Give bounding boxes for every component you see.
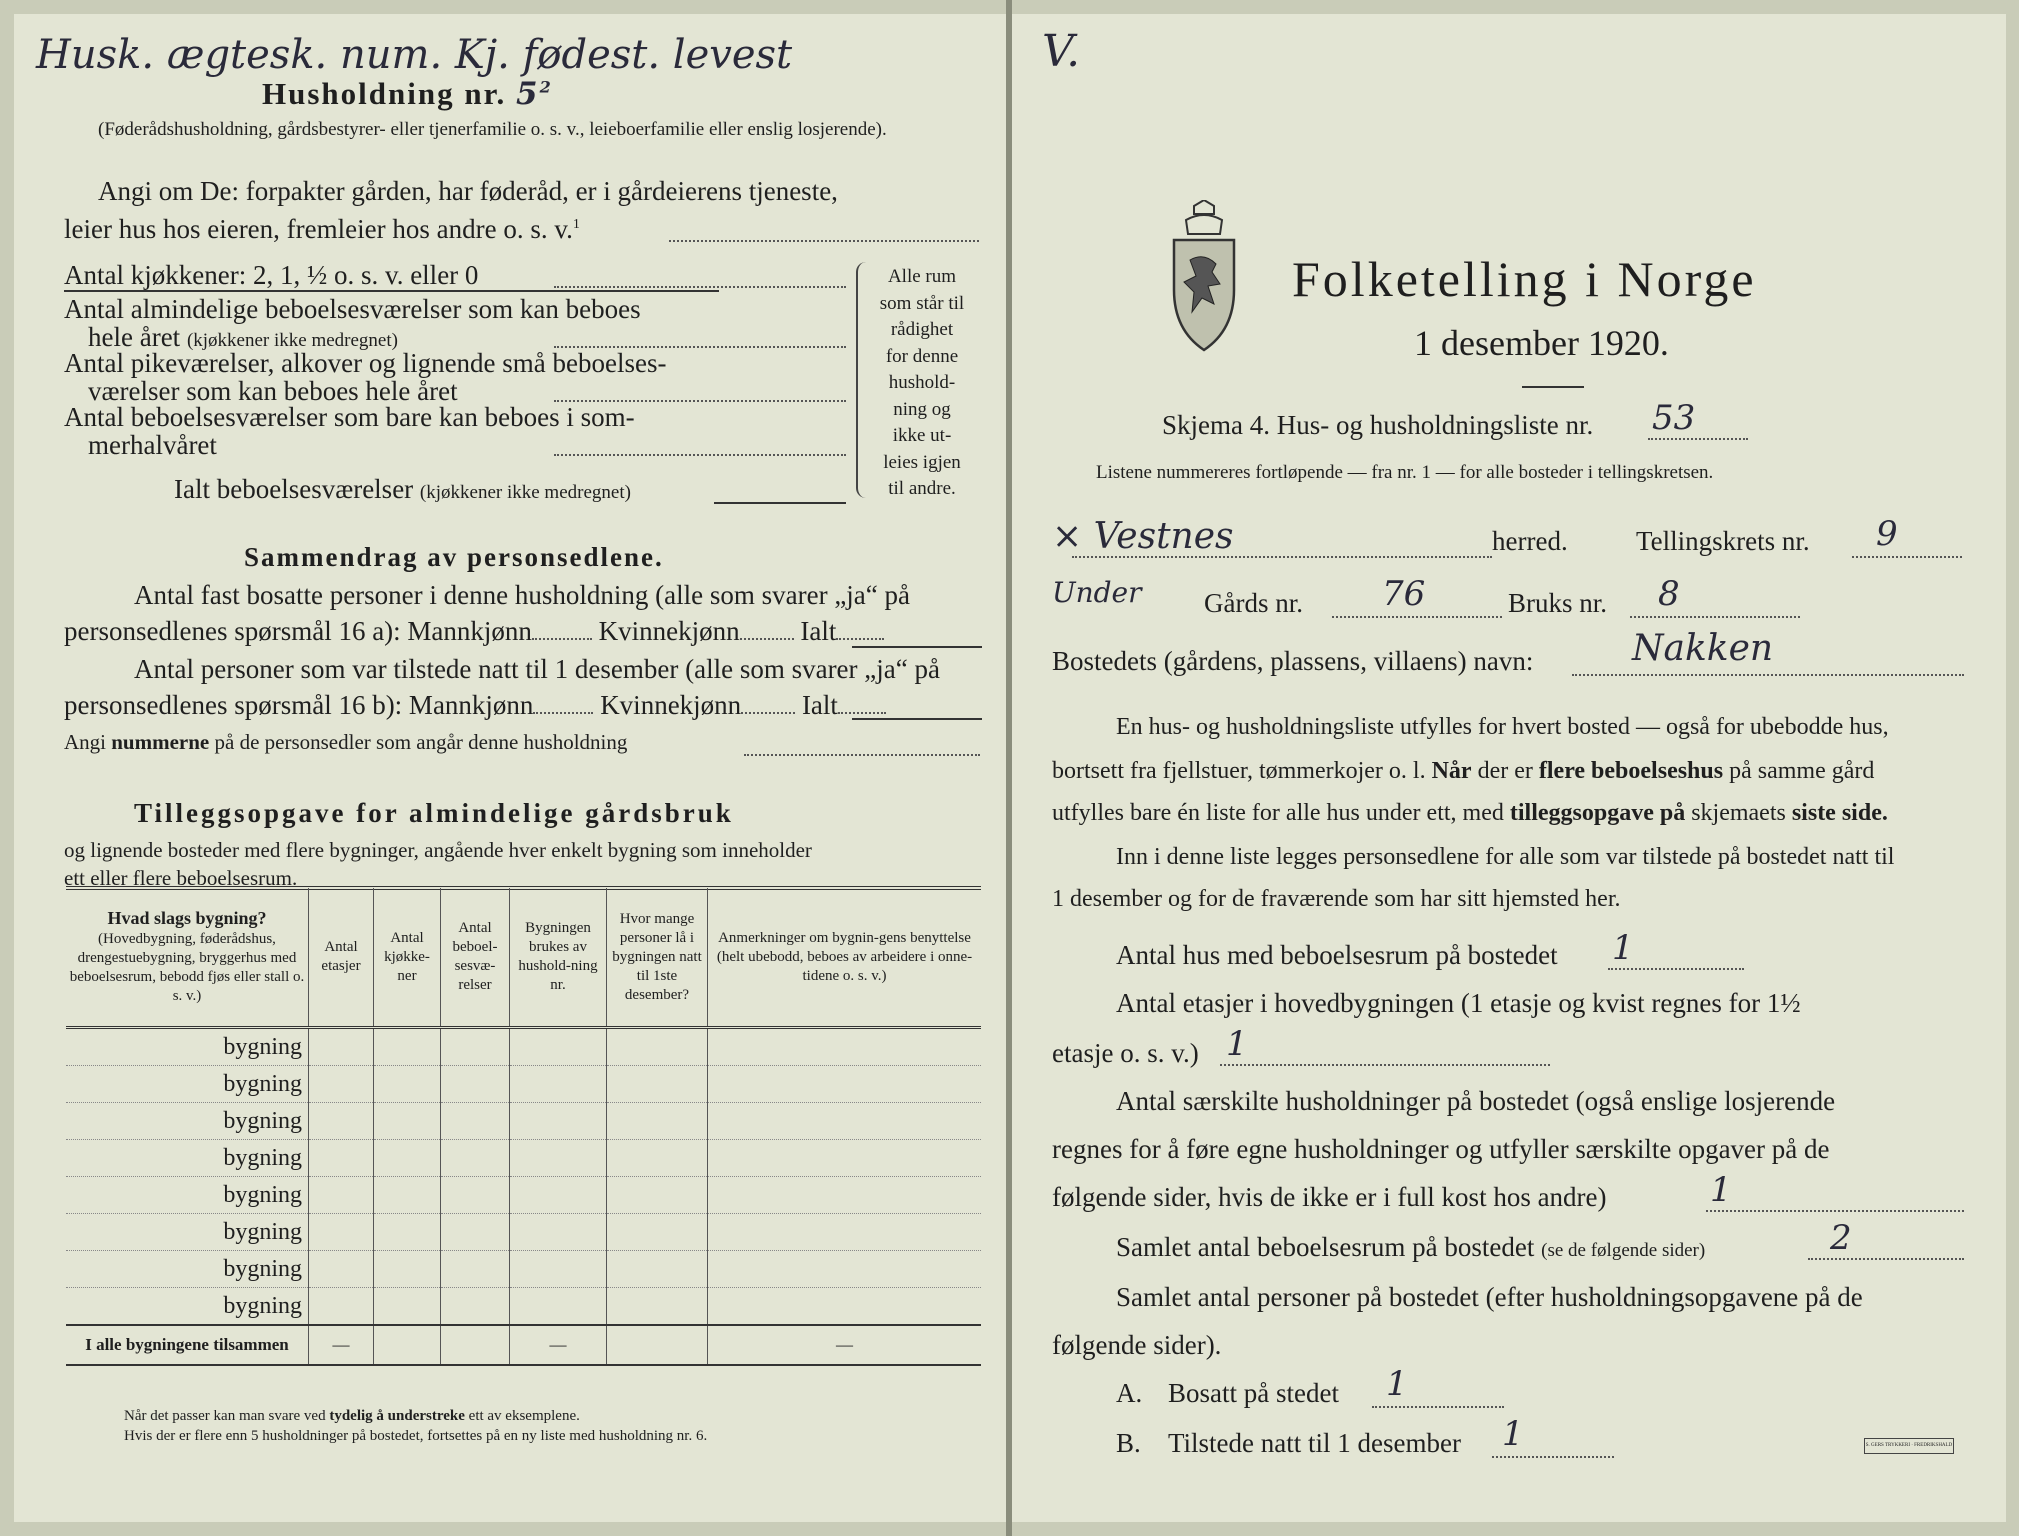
- instruction-2: bortsett fra fjellstuer, tømmerkojer o. l. Når der er flere beboelseshus på samme gård: [1052, 758, 1875, 784]
- table-cell[interactable]: [708, 1066, 982, 1103]
- table-cell[interactable]: [441, 1028, 510, 1066]
- col-beboelsesvaerelser: Antal beboel-sesvæ-relser: [441, 888, 510, 1028]
- tillegg-line-1: og lignende bosteder med flere bygninger, angående hver enkelt bygning som inneholder: [64, 838, 812, 862]
- table-cell[interactable]: [374, 1028, 441, 1066]
- tilstede-total-line[interactable]: [852, 718, 982, 720]
- instruction-5: 1 desember og for de fraværende som har sitt hjemsted her.: [1052, 886, 1621, 912]
- table-cell[interactable]: [708, 1103, 982, 1140]
- table-cell[interactable]: [607, 1103, 708, 1140]
- b-answer[interactable]: 1: [1502, 1414, 1524, 1454]
- table-cell[interactable]: [607, 1028, 708, 1066]
- table-cell[interactable]: [374, 1140, 441, 1177]
- q-beboelsesrum-line: [1808, 1258, 1964, 1260]
- table-cell[interactable]: [441, 1177, 510, 1214]
- col-personer: Hvor mange personer lå i bygningen natt til 1ste desember?: [607, 888, 708, 1028]
- under-note: Under: [1052, 576, 1142, 609]
- summary-title: Sammendrag av personsedlene.: [244, 542, 664, 572]
- table-cell[interactable]: [510, 1177, 607, 1214]
- brace: [856, 262, 866, 498]
- side-note-line: hushold-: [888, 372, 956, 393]
- q-etasjer-1: Antal etasjer i hovedbygningen (1 etasje og kvist regnes for 1½: [1116, 988, 1801, 1018]
- building-type-cell[interactable]: [66, 1103, 309, 1140]
- ialt-label: Ialt beboelsesværelser (kjøkkener ikke medregnet): [174, 474, 631, 504]
- herred-line: [1072, 556, 1492, 558]
- table-cell[interactable]: [374, 1288, 441, 1326]
- bruks-label: Bruks nr.: [1508, 588, 1608, 618]
- q-hus: Antal hus med beboelsesrum på bostedet: [1116, 940, 1558, 970]
- q-husholdninger-1: Antal særskilte husholdninger på bostedet (også enslige losjerende: [1116, 1086, 1836, 1116]
- gards-label: Gårds nr.: [1204, 588, 1303, 618]
- tellingskrets-line: [1852, 556, 1962, 558]
- side-note-line: Alle rum: [887, 266, 957, 287]
- table-cell[interactable]: [510, 1103, 607, 1140]
- side-note-line: som står til: [879, 292, 965, 314]
- total-cell[interactable]: [441, 1325, 510, 1365]
- bruks-number[interactable]: 8: [1658, 574, 1680, 614]
- q-hus-answer[interactable]: 1: [1612, 928, 1634, 968]
- table-cell[interactable]: [441, 1288, 510, 1326]
- main-title: Folketelling i Norge: [1292, 251, 1757, 307]
- building-type-cell[interactable]: [66, 1066, 309, 1103]
- row-label: bygning: [223, 1033, 302, 1060]
- building-type-cell[interactable]: [66, 1214, 309, 1251]
- side-note-line: rådighet: [890, 319, 954, 340]
- coat-of-arms-icon: [1168, 200, 1240, 364]
- row-label: bygning: [223, 1144, 302, 1171]
- side-note-line: leies igjen: [883, 451, 961, 473]
- angi-nummer-answer[interactable]: [744, 754, 980, 756]
- alm-line-2: hele året (kjøkkener ikke medregnet): [88, 322, 398, 352]
- tillegg-line-2: ett eller flere beboelsesrum.: [64, 866, 298, 890]
- title-divider: [1522, 386, 1584, 388]
- skjema-label: Skjema 4. Hus- og husholdningsliste nr.: [1162, 410, 1594, 440]
- building-type-cell[interactable]: [66, 1140, 309, 1177]
- table-cell[interactable]: [441, 1140, 510, 1177]
- divider: [64, 290, 719, 292]
- table-cell[interactable]: [607, 1251, 708, 1288]
- table-total-row: [66, 1325, 981, 1365]
- col-husholdning-nr: Bygningen brukes av hushold-ning nr.: [510, 888, 607, 1028]
- household-subtitle: (Føderådshusholdning, gårdsbestyrer- eller tjenerfamilie o. s. v., leieboerfamilie eller enslig losjerende).: [98, 119, 887, 140]
- row-label: bygning: [223, 1181, 302, 1208]
- tellingskrets-label: Tellingskrets nr.: [1636, 526, 1810, 556]
- table-cell[interactable]: [441, 1066, 510, 1103]
- table-cell[interactable]: [309, 1028, 374, 1066]
- table-cell[interactable]: [510, 1028, 607, 1066]
- building-type-cell[interactable]: [66, 1288, 309, 1326]
- table-cell[interactable]: [510, 1214, 607, 1251]
- q-etasjer-2: etasje o. s. v.): [1052, 1038, 1199, 1068]
- tilstede-line-1: Antal personer som var tilstede natt til 1 desember (alle som svarer „ja“ på: [134, 654, 940, 684]
- a-line: [1372, 1406, 1504, 1408]
- kjokkener-label: Antal kjøkkener: 2, 1, ½ o. s. v. eller 0: [64, 260, 479, 290]
- listene-note: Listene nummereres fortløpende — fra nr. 1 — for alle bosteder i tellingskretsen.: [1096, 462, 1714, 483]
- bosted-line: [1572, 674, 1964, 676]
- tellingskrets-number[interactable]: 9: [1876, 514, 1898, 554]
- table-cell[interactable]: [708, 1214, 982, 1251]
- building-type-cell[interactable]: [66, 1028, 309, 1066]
- footnote-1: Når det passer kan man svare ved tydelig å understreke ett av eksemplene.: [124, 1408, 580, 1424]
- table-cell[interactable]: [374, 1251, 441, 1288]
- sommer-line-1: Antal beboelsesværelser som bare kan beboes i som-: [64, 402, 635, 432]
- table-row: [66, 1028, 981, 1066]
- instruction-1: En hus- og husholdningsliste utfylles for hvert bosted — også for ubebodde hus,: [1116, 714, 1889, 740]
- row-label: bygning: [223, 1255, 302, 1282]
- pike-line-2: værelser som kan beboes hele året: [88, 376, 458, 406]
- table-cell[interactable]: [441, 1251, 510, 1288]
- table-cell[interactable]: [309, 1066, 374, 1103]
- footnote-2: Hvis der er flere enn 5 husholdninger på bostedet, fortsettes på en ny liste med husholdning nr. 6.: [124, 1428, 708, 1444]
- table-row: [66, 1251, 981, 1288]
- total-cell[interactable]: —: [510, 1325, 607, 1365]
- table-cell[interactable]: [708, 1140, 982, 1177]
- instruction-3: utfylles bare én liste for alle hus under ett, med tilleggsopgave på skjemaets siste side.: [1052, 800, 1888, 826]
- total-cell[interactable]: [607, 1325, 708, 1365]
- row-label: bygning: [223, 1218, 302, 1245]
- row-label: bygning: [223, 1070, 302, 1097]
- table-cell[interactable]: [374, 1066, 441, 1103]
- col-anmerkninger: Anmerkninger om bygnin-gens benyttelse (helt ubebodd, beboes av arbeidere i onne-tidene o. s. v.): [708, 888, 982, 1028]
- total-cell[interactable]: —: [309, 1325, 374, 1365]
- table-cell[interactable]: [309, 1103, 374, 1140]
- b-label: B.: [1116, 1428, 1141, 1458]
- table-row: [66, 1214, 981, 1251]
- kjokkener-answer[interactable]: [554, 286, 846, 288]
- row-label: bygning: [223, 1292, 302, 1319]
- table-cell[interactable]: [708, 1251, 982, 1288]
- side-note: [866, 264, 978, 503]
- alm-line-1: Antal almindelige beboelsesværelser som kan beboes: [64, 294, 641, 324]
- table-cell[interactable]: [607, 1066, 708, 1103]
- total-cell[interactable]: —: [708, 1325, 982, 1365]
- tillegg-title: Tilleggsopgave for almindelige gårdsbruk: [134, 798, 734, 828]
- building-table: [66, 888, 981, 1366]
- sommer-answer[interactable]: [554, 454, 846, 456]
- instruction-4: Inn i denne liste legges personsedlene for alle som var tilstede på bostedet natt til: [1116, 844, 1895, 870]
- table-row: [66, 1288, 981, 1326]
- fast-line-2: personsedlenes spørsmål 16 a): Mannkjønn Kvinnekjønn Ialt: [64, 616, 884, 647]
- household-title: Husholdning nr. $5^2$: [262, 76, 553, 112]
- table-cell[interactable]: [607, 1177, 708, 1214]
- table-cell[interactable]: [510, 1140, 607, 1177]
- q-beboelsesrum-answer[interactable]: 2: [1830, 1218, 1852, 1258]
- sommer-line-2: merhalvåret: [88, 430, 217, 460]
- a-answer[interactable]: 1: [1386, 1364, 1408, 1404]
- table-row: [66, 1177, 981, 1214]
- fast-total-line[interactable]: [852, 646, 982, 648]
- table-cell[interactable]: [708, 1177, 982, 1214]
- angi-answer-line[interactable]: [669, 240, 979, 242]
- gards-line: [1332, 616, 1502, 618]
- table-cell[interactable]: [441, 1214, 510, 1251]
- table-cell[interactable]: [309, 1288, 374, 1326]
- q-husholdninger-answer[interactable]: 1: [1710, 1170, 1732, 1210]
- side-note-line: for denne: [885, 345, 959, 367]
- side-note-line: ikke ut-: [892, 425, 952, 446]
- table-cell[interactable]: [309, 1251, 374, 1288]
- table-row: [66, 1066, 981, 1103]
- table-cell[interactable]: [374, 1103, 441, 1140]
- q-etasjer-answer[interactable]: 1: [1226, 1024, 1248, 1064]
- herred-value[interactable]: × Vestnes: [1052, 516, 1234, 557]
- q-etasjer-line: [1220, 1064, 1550, 1066]
- table-cell[interactable]: [510, 1288, 607, 1326]
- total-label: I alle bygningene tilsammen: [66, 1325, 309, 1365]
- fast-line-1: Antal fast bosatte personer i denne husholdning (alle som svarer „ja“ på: [134, 580, 910, 610]
- bosted-name[interactable]: Nakken: [1632, 628, 1774, 669]
- a-text: Bosatt på stedet: [1168, 1378, 1339, 1408]
- table-cell[interactable]: [374, 1177, 441, 1214]
- bosted-label: Bostedets (gårdens, plassens, villaens) navn:: [1052, 646, 1534, 676]
- table-cell[interactable]: [510, 1066, 607, 1103]
- skjema-number[interactable]: 53: [1652, 398, 1696, 438]
- q-husholdninger-line: [1706, 1210, 1964, 1212]
- table-cell[interactable]: [309, 1177, 374, 1214]
- table-row: [66, 1103, 981, 1140]
- col-building-type: Hvad slags bygning? (Hovedbygning, føderådshus, drengestuebygning, bryggerhus med beboelsesrum, bebodd fjøs eller stall o. s. v.): [66, 888, 309, 1028]
- q-husholdninger-2: regnes for å føre egne husholdninger og utfyller særskilte opgaver på de: [1052, 1134, 1830, 1164]
- a-label: A.: [1116, 1378, 1143, 1408]
- census-date: 1 desember 1920.: [1414, 323, 1669, 363]
- pike-line-1: Antal pikeværelser, alkover og lignende små beboelses-: [64, 348, 667, 378]
- left-page: [14, 14, 1006, 1522]
- col-kjokkener: Antal kjøkke-ner: [374, 888, 441, 1028]
- table-cell[interactable]: [607, 1140, 708, 1177]
- q-personer-2: følgende sider).: [1052, 1330, 1222, 1360]
- printer-mark: S. GERS TRYKKERI · FREDRIKSHALD: [1864, 1438, 1954, 1454]
- total-cell[interactable]: [374, 1325, 441, 1365]
- table-cell[interactable]: [309, 1140, 374, 1177]
- col-etasjer: Antal etasjer: [309, 888, 374, 1028]
- table-cell[interactable]: [510, 1251, 607, 1288]
- ialt-answer[interactable]: [714, 502, 846, 504]
- right-page: [1012, 14, 2006, 1522]
- table-cell[interactable]: [607, 1214, 708, 1251]
- table-cell[interactable]: [607, 1288, 708, 1326]
- building-type-cell[interactable]: [66, 1177, 309, 1214]
- handwritten-note: Husk. ægtesk. num. Kj. fødest. levest: [36, 32, 793, 78]
- corner-mark: V.: [1042, 26, 1081, 77]
- table-cell[interactable]: [708, 1028, 982, 1066]
- q-personer-1: Samlet antal personer på bostedet (efter husholdningsopgavene på de: [1116, 1282, 1863, 1312]
- b-text: Tilstede natt til 1 desember: [1168, 1428, 1461, 1458]
- side-note-line: til andre.: [888, 478, 956, 499]
- angi-nummer: Angi nummerne på de personsedler som angår denne husholdning: [64, 730, 628, 754]
- table-cell[interactable]: [708, 1288, 982, 1326]
- table-cell[interactable]: [441, 1103, 510, 1140]
- table-cell[interactable]: [374, 1214, 441, 1251]
- herred-label: herred.: [1492, 526, 1568, 556]
- table-cell[interactable]: [309, 1214, 374, 1251]
- q-beboelsesrum: Samlet antal beboelsesrum på bostedet (se de følgende sider): [1116, 1232, 1706, 1262]
- row-label: bygning: [223, 1107, 302, 1134]
- bruks-line: [1630, 616, 1800, 618]
- q-husholdninger-3: følgende sider, hvis de ikke er i full kost hos andre): [1052, 1182, 1607, 1212]
- gards-number[interactable]: 76: [1382, 574, 1426, 614]
- b-line: [1492, 1456, 1614, 1458]
- side-note-line: ning og: [893, 398, 951, 420]
- angi-line-2: leier hus hos eieren, fremleier hos andre o. s. v.$^1$: [64, 214, 580, 244]
- skjema-number-line: [1648, 438, 1748, 440]
- table-row: [66, 1140, 981, 1177]
- angi-line-1: Angi om De: forpakter gården, har føderåd, er i gårdeierens tjeneste,: [98, 176, 838, 206]
- tilstede-line-2: personsedlenes spørsmål 16 b): Mannkjønn Kvinnekjønn Ialt: [64, 690, 886, 721]
- q-hus-line: [1608, 968, 1744, 970]
- building-type-cell[interactable]: [66, 1251, 309, 1288]
